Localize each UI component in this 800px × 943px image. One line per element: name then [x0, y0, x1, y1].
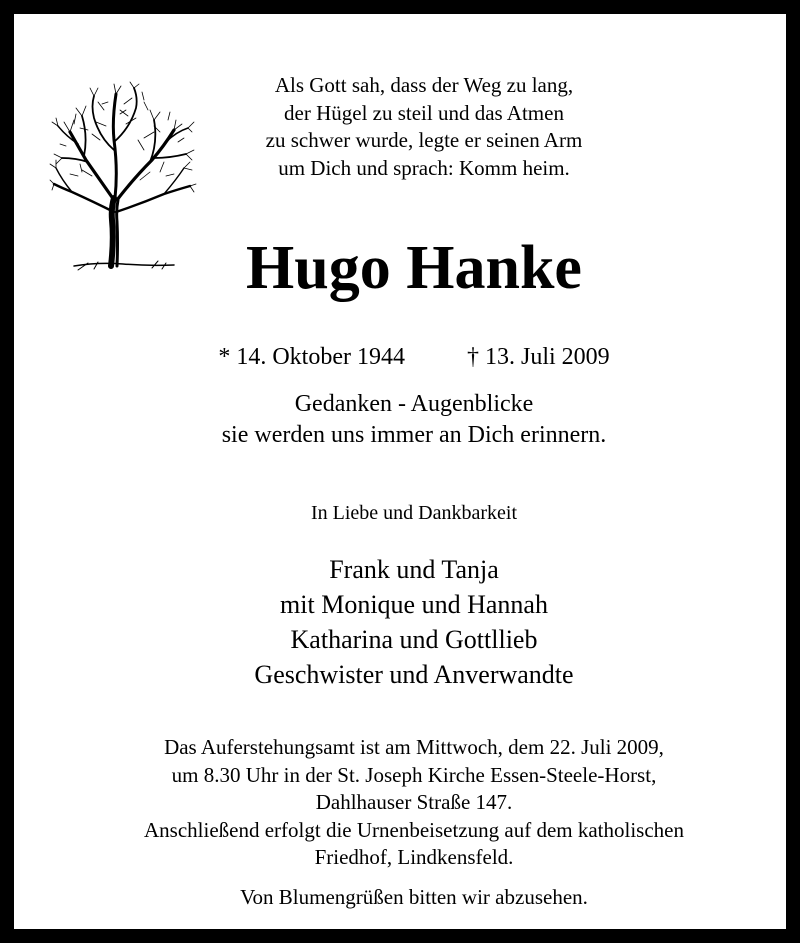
life-dates	[114, 342, 714, 372]
mourners-list	[114, 552, 714, 692]
deceased-name: Hugo Hanke	[246, 234, 582, 302]
quote-line: Gedanken - Augenblicke	[294, 391, 534, 417]
mourner-line: mit Monique und Hannah	[280, 590, 548, 619]
death-date: † 13. Juli 2009	[466, 344, 610, 370]
memorial-quote	[114, 389, 714, 451]
funeral-notice	[54, 734, 774, 872]
notice-line: Das Auferstehungsamt ist am Mittwoch, dem 22. Juli 2009,	[164, 735, 664, 759]
mourner-line: Frank und Tanja	[329, 555, 499, 584]
poem-line: Als Gott sah, dass der Weg zu lang,	[274, 73, 574, 97]
poem-line: zu schwer wurde, legte er seinen Arm	[265, 128, 583, 152]
poem	[174, 72, 674, 182]
notice-line: Dahlhauser Straße 147.	[315, 790, 513, 814]
flowers-note: Von Blumengrüßen bitten wir abzusehen.	[240, 885, 588, 909]
mourner-line: Geschwister und Anverwandte	[254, 660, 574, 689]
notice-line: um 8.30 Uhr in der St. Joseph Kirche Essen-Steele-Horst,	[171, 762, 657, 787]
notice-line: Anschließend erfolgt die Urnenbeisetzung auf dem katholischen	[144, 817, 684, 842]
poem-line: der Hügel zu steil und das Atmen	[284, 100, 564, 125]
dedication: In Liebe und Dankbarkeit	[310, 502, 518, 524]
mourner-line: Katharina und Gottllieb	[290, 625, 538, 654]
notice-line: Friedhof, Lindkensfeld.	[314, 845, 514, 869]
poem-line: um Dich und sprach: Komm heim.	[278, 155, 570, 180]
birth-date: * 14. Oktober 1944	[218, 344, 405, 370]
quote-line: sie werden uns immer an Dich erinnern.	[221, 422, 607, 448]
